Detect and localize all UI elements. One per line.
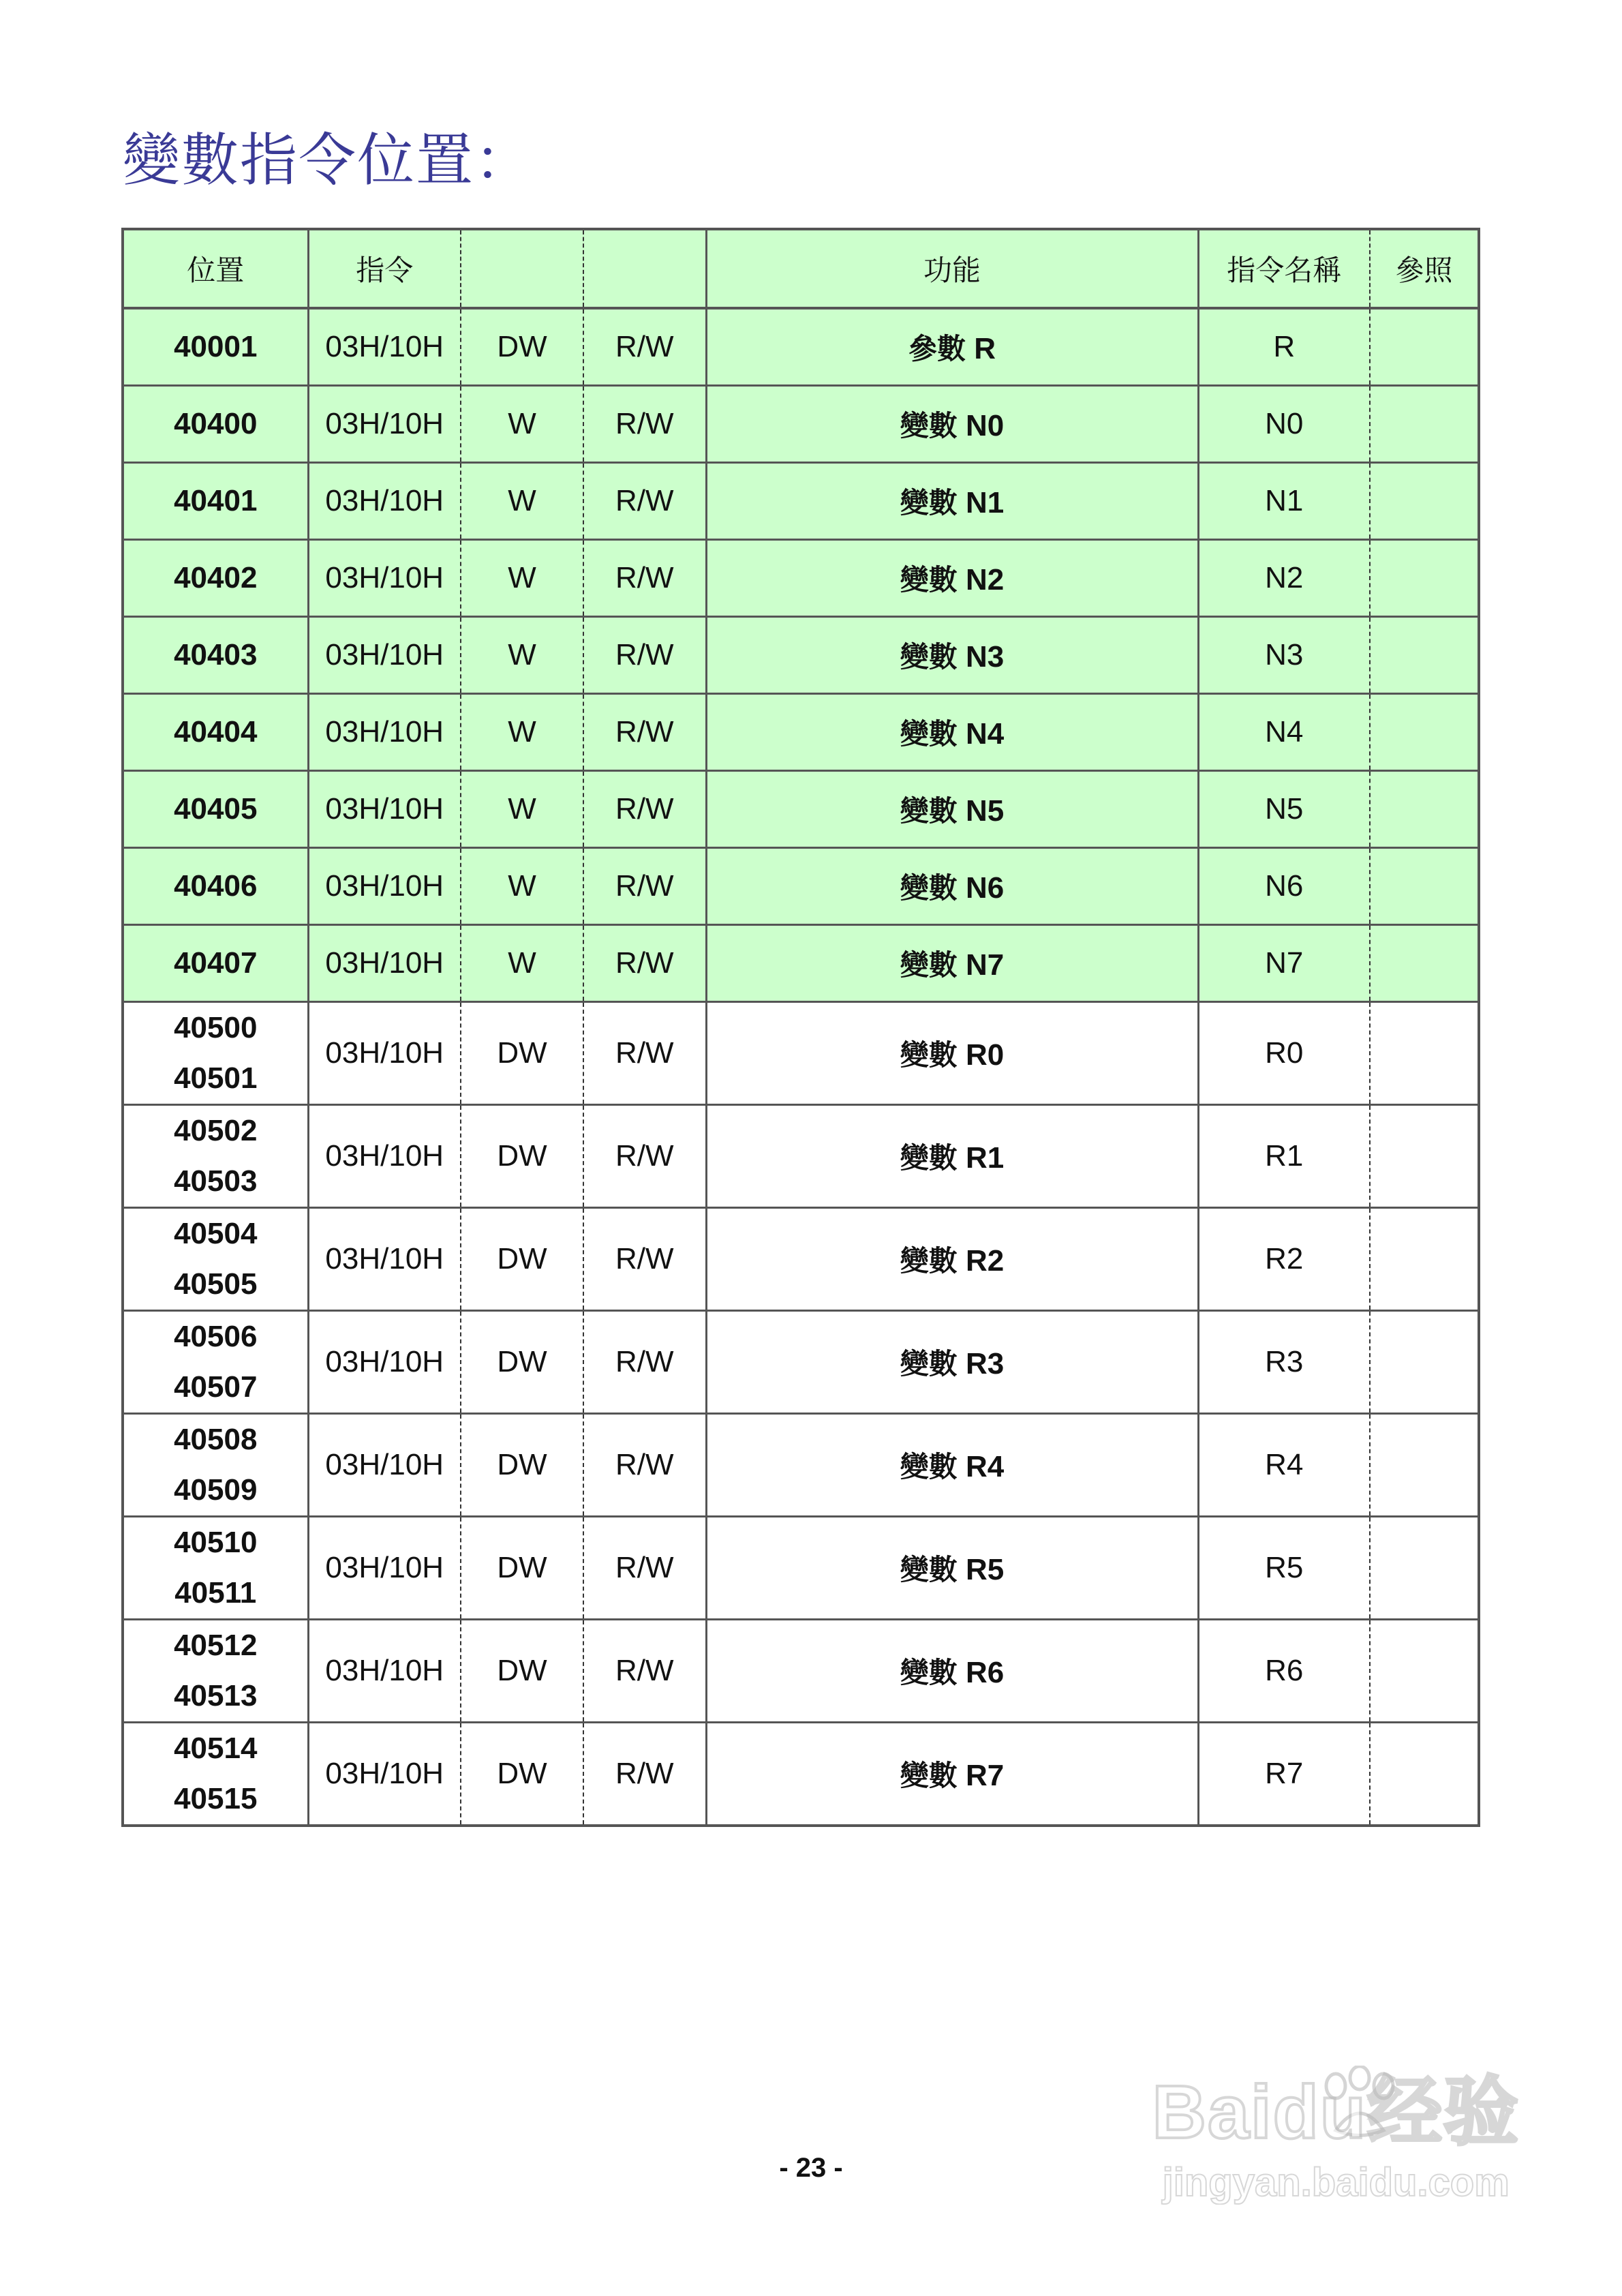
type-cell: W: [461, 463, 583, 540]
command-cell: 03H/10H: [308, 1311, 461, 1414]
function-code: R5: [966, 1553, 1005, 1586]
access-cell: R/W: [583, 386, 706, 463]
function-cell: [706, 1105, 1198, 1208]
table-row: [123, 1414, 1479, 1517]
table-row: [123, 1105, 1479, 1208]
table-row: [123, 540, 1479, 617]
function-label: 變數: [900, 1244, 958, 1278]
address-cell: [123, 1517, 308, 1620]
address-end: 40503: [174, 1164, 258, 1198]
address-cell: [123, 1414, 308, 1517]
function-label: 變數: [900, 1450, 958, 1483]
function-cell: [706, 771, 1198, 848]
reference-cell: [1370, 1414, 1479, 1517]
table-header-row: [123, 229, 1479, 308]
address-cell: 40001: [123, 308, 308, 386]
function-cell: [706, 1002, 1198, 1105]
table-row: [123, 771, 1479, 848]
table-row: [123, 308, 1479, 386]
function-cell: [706, 1723, 1198, 1826]
access-cell: R/W: [583, 694, 706, 771]
address-end: 40501: [174, 1061, 258, 1095]
function-cell: [706, 540, 1198, 617]
function-cell: [706, 1620, 1198, 1723]
reference-cell: [1370, 463, 1479, 540]
command-cell: 03H/10H: [308, 1208, 461, 1311]
access-cell: R/W: [583, 925, 706, 1002]
function-code: R3: [966, 1347, 1005, 1380]
function-label: 變數: [900, 1759, 958, 1792]
function-code: N1: [966, 486, 1005, 519]
reference-cell: [1370, 1723, 1479, 1826]
type-cell: W: [461, 617, 583, 694]
command-name-cell: N5: [1198, 771, 1370, 848]
header-command-name: 指令名稱: [1198, 229, 1370, 308]
watermark: [1152, 2052, 1520, 2205]
command-cell: 03H/10H: [308, 848, 461, 925]
access-cell: R/W: [583, 540, 706, 617]
address-start: 40512: [174, 1629, 258, 1662]
address-cell: 40401: [123, 463, 308, 540]
address-start: 40514: [174, 1732, 258, 1765]
type-cell: DW: [461, 1723, 583, 1826]
type-cell: DW: [461, 308, 583, 386]
function-label: 變數: [900, 1141, 958, 1175]
header-position: 位置: [123, 229, 308, 308]
function-cell: [706, 1517, 1198, 1620]
command-name-cell: N7: [1198, 925, 1370, 1002]
watermark-sub: jingyan.baidu.com: [1162, 2160, 1510, 2205]
function-label: 變數: [900, 794, 958, 828]
reference-cell: [1370, 308, 1479, 386]
command-cell: 03H/10H: [308, 1002, 461, 1105]
function-label: 變數: [900, 1038, 958, 1072]
access-cell: R/W: [583, 1105, 706, 1208]
table-row: [123, 386, 1479, 463]
access-cell: R/W: [583, 308, 706, 386]
address-end: 40511: [174, 1576, 257, 1610]
table-row: [123, 1311, 1479, 1414]
access-cell: R/W: [583, 1208, 706, 1311]
address-cell: [123, 1620, 308, 1723]
address-cell: [123, 1002, 308, 1105]
access-cell: R/W: [583, 1517, 706, 1620]
type-cell: DW: [461, 1414, 583, 1517]
header-command: 指令: [308, 229, 461, 308]
table-row: [123, 1620, 1479, 1723]
address-start: 40508: [174, 1423, 258, 1456]
address-cell: 40404: [123, 694, 308, 771]
command-cell: 03H/10H: [308, 540, 461, 617]
address-cell: [123, 1208, 308, 1311]
address-end: 40509: [174, 1473, 258, 1507]
function-code: R7: [966, 1759, 1005, 1792]
function-code: R6: [966, 1656, 1005, 1689]
table-row: [123, 1002, 1479, 1105]
reference-cell: [1370, 1517, 1479, 1620]
table-row: [123, 463, 1479, 540]
function-cell: [706, 463, 1198, 540]
command-name-cell: N3: [1198, 617, 1370, 694]
type-cell: W: [461, 848, 583, 925]
command-name-cell: N4: [1198, 694, 1370, 771]
type-cell: DW: [461, 1002, 583, 1105]
address-start: 40504: [174, 1217, 258, 1250]
function-label: 變數: [900, 871, 958, 905]
function-cell: [706, 308, 1198, 386]
table-row: [123, 925, 1479, 1002]
watermark-main: Baidu经验: [1152, 2070, 1520, 2154]
function-code: N4: [966, 717, 1005, 751]
address-cell: 40402: [123, 540, 308, 617]
function-cell: [706, 1208, 1198, 1311]
type-cell: W: [461, 694, 583, 771]
access-cell: R/W: [583, 848, 706, 925]
access-cell: R/W: [583, 617, 706, 694]
command-cell: 03H/10H: [308, 771, 461, 848]
reference-cell: [1370, 540, 1479, 617]
address-cell: 40400: [123, 386, 308, 463]
function-label: 參數: [908, 332, 966, 365]
function-label: 變數: [900, 717, 958, 751]
header-reference: 參照: [1370, 229, 1479, 308]
access-cell: R/W: [583, 1002, 706, 1105]
function-code: N2: [966, 563, 1005, 596]
command-name-cell: R1: [1198, 1105, 1370, 1208]
address-start: 40506: [174, 1320, 258, 1353]
address-cell: 40403: [123, 617, 308, 694]
function-code: N6: [966, 871, 1005, 905]
reference-cell: [1370, 1620, 1479, 1723]
command-cell: 03H/10H: [308, 1723, 461, 1826]
function-cell: [706, 617, 1198, 694]
function-cell: [706, 1311, 1198, 1414]
type-cell: DW: [461, 1311, 583, 1414]
function-code: N7: [966, 948, 1005, 982]
command-cell: 03H/10H: [308, 1414, 461, 1517]
address-end: 40513: [174, 1679, 258, 1712]
function-cell: [706, 386, 1198, 463]
access-cell: R/W: [583, 1620, 706, 1723]
access-cell: R/W: [583, 1723, 706, 1826]
command-cell: 03H/10H: [308, 925, 461, 1002]
command-name-cell: R7: [1198, 1723, 1370, 1826]
function-label: 變數: [900, 1347, 958, 1380]
command-name-cell: R: [1198, 308, 1370, 386]
table-row: [123, 848, 1479, 925]
table-row: [123, 694, 1479, 771]
access-cell: R/W: [583, 463, 706, 540]
address-cell: 40406: [123, 848, 308, 925]
address-cell: [123, 1105, 308, 1208]
command-name-cell: R5: [1198, 1517, 1370, 1620]
command-cell: 03H/10H: [308, 1105, 461, 1208]
function-label: 變數: [900, 1656, 958, 1689]
address-end: 40507: [174, 1370, 258, 1404]
address-cell: [123, 1723, 308, 1826]
command-name-cell: N6: [1198, 848, 1370, 925]
function-label: 變數: [900, 486, 958, 519]
command-name-cell: R3: [1198, 1311, 1370, 1414]
command-cell: 03H/10H: [308, 694, 461, 771]
command-name-cell: N0: [1198, 386, 1370, 463]
function-cell: [706, 848, 1198, 925]
command-name-cell: N1: [1198, 463, 1370, 540]
function-label: 變數: [900, 640, 958, 674]
access-cell: R/W: [583, 771, 706, 848]
type-cell: W: [461, 540, 583, 617]
reference-cell: [1370, 848, 1479, 925]
function-code: R0: [966, 1038, 1005, 1072]
function-cell: [706, 925, 1198, 1002]
function-code: N0: [966, 409, 1005, 442]
type-cell: W: [461, 386, 583, 463]
address-start: 40510: [174, 1526, 258, 1559]
reference-cell: [1370, 694, 1479, 771]
function-label: 變數: [900, 563, 958, 596]
function-code: N5: [966, 794, 1005, 828]
address-start: 40500: [174, 1011, 258, 1044]
reference-cell: [1370, 1311, 1479, 1414]
table-row: [123, 1517, 1479, 1620]
command-cell: 03H/10H: [308, 617, 461, 694]
page-number: - 23 -: [779, 2153, 843, 2183]
function-label: 變數: [900, 409, 958, 442]
function-code: R1: [966, 1141, 1005, 1175]
address-end: 40505: [174, 1267, 258, 1301]
table-row: [123, 617, 1479, 694]
type-cell: W: [461, 925, 583, 1002]
header-access: [583, 229, 706, 308]
command-name-cell: R2: [1198, 1208, 1370, 1311]
reference-cell: [1370, 617, 1479, 694]
command-name-cell: N2: [1198, 540, 1370, 617]
address-cell: [123, 1311, 308, 1414]
command-name-cell: R4: [1198, 1414, 1370, 1517]
command-cell: 03H/10H: [308, 386, 461, 463]
function-code: R4: [966, 1450, 1005, 1483]
command-cell: 03H/10H: [308, 463, 461, 540]
reference-cell: [1370, 925, 1479, 1002]
reference-cell: [1370, 386, 1479, 463]
function-label: 變數: [900, 948, 958, 982]
function-cell: [706, 694, 1198, 771]
table-row: [123, 1723, 1479, 1826]
command-name-cell: R0: [1198, 1002, 1370, 1105]
address-cell: 40405: [123, 771, 308, 848]
register-table: [121, 228, 1480, 1827]
reference-cell: [1370, 1208, 1479, 1311]
command-cell: 03H/10H: [308, 1517, 461, 1620]
reference-cell: [1370, 771, 1479, 848]
address-cell: 40407: [123, 925, 308, 1002]
type-cell: DW: [461, 1517, 583, 1620]
table-row: [123, 1208, 1479, 1311]
address-start: 40502: [174, 1114, 258, 1147]
function-code: R2: [966, 1244, 1005, 1278]
function-cell: [706, 1414, 1198, 1517]
function-code: N3: [966, 640, 1005, 674]
command-name-cell: R6: [1198, 1620, 1370, 1723]
reference-cell: [1370, 1002, 1479, 1105]
function-label: 變數: [900, 1553, 958, 1586]
page-title: 變數指令位置：: [123, 127, 534, 194]
header-function: 功能: [706, 229, 1198, 308]
command-cell: 03H/10H: [308, 1620, 461, 1723]
function-code: R: [974, 332, 996, 365]
header-type: [461, 229, 583, 308]
type-cell: W: [461, 771, 583, 848]
reference-cell: [1370, 1105, 1479, 1208]
type-cell: DW: [461, 1105, 583, 1208]
access-cell: R/W: [583, 1311, 706, 1414]
address-end: 40515: [174, 1782, 258, 1815]
access-cell: R/W: [583, 1414, 706, 1517]
command-cell: 03H/10H: [308, 308, 461, 386]
type-cell: DW: [461, 1208, 583, 1311]
type-cell: DW: [461, 1620, 583, 1723]
